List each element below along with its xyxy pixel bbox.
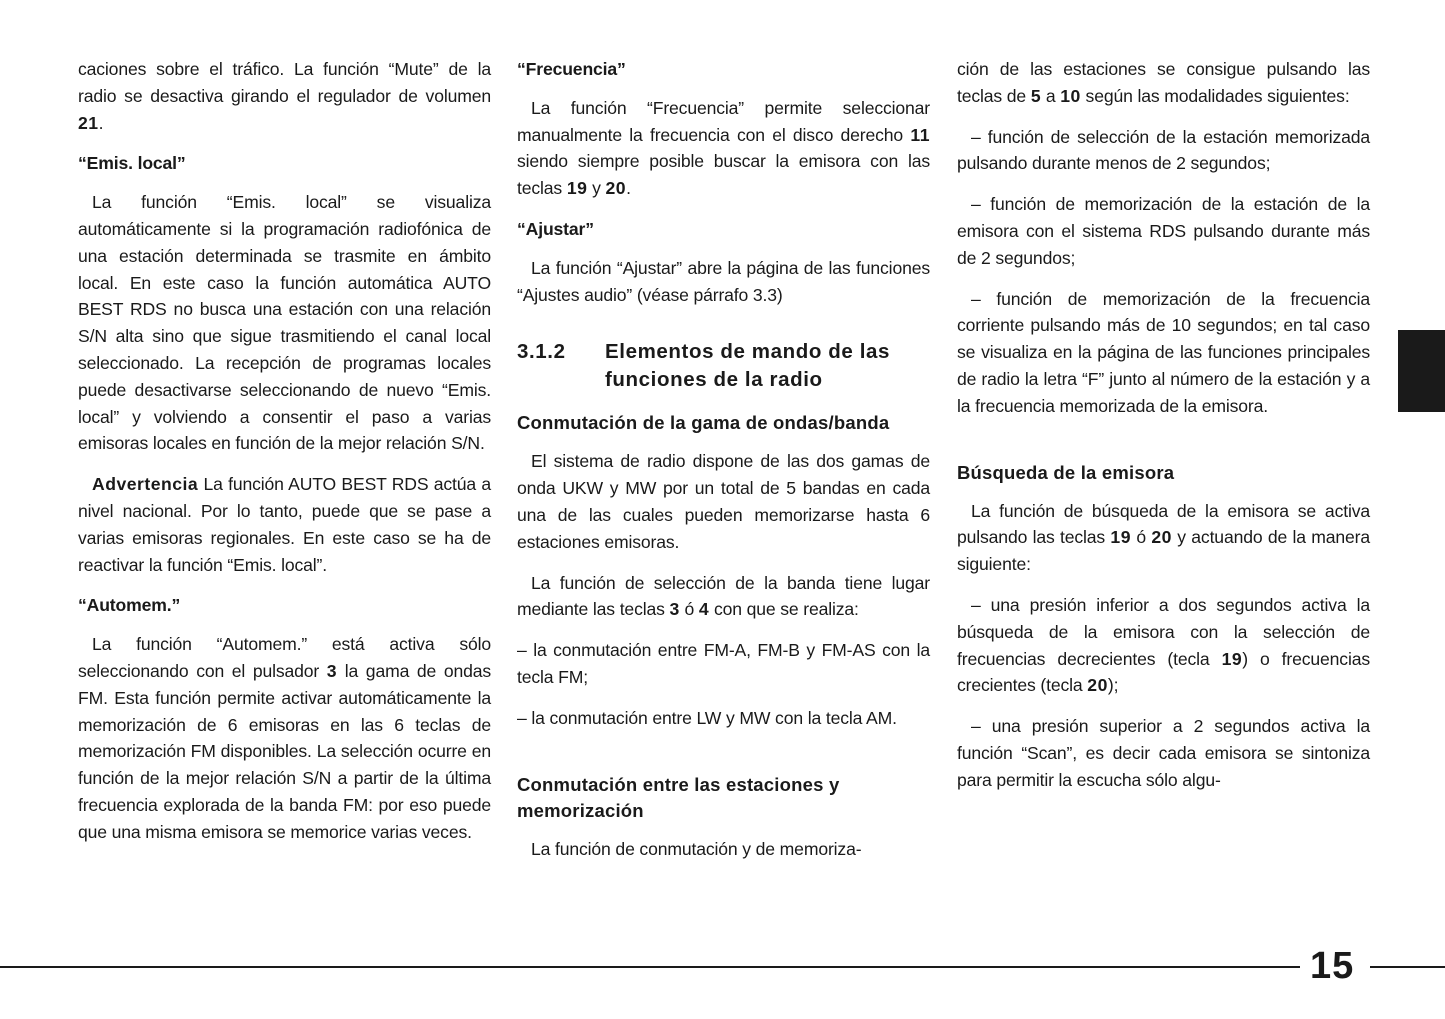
- paragraph-text: ción de las estaciones se consigue pulsando las teclas de: [957, 59, 1370, 106]
- paragraph-text: – función de selección de la estación memorizada pulsando durante menos de 2 segundos;: [957, 126, 1370, 174]
- bold-reference: 20: [1087, 675, 1108, 696]
- subsection-heading: Conmutación de la gama de ondas/banda: [517, 412, 890, 434]
- footer-rule-right: [1370, 966, 1445, 968]
- paragraph: [78, 631, 491, 845]
- section-number: 3.1.2: [517, 340, 566, 364]
- paragraph-text: – la conmutación entre FM-A, FM-B y FM-AS con la tecla FM;: [517, 640, 930, 687]
- bold-reference: 3: [326, 660, 338, 681]
- paragraph-text: ó: [679, 599, 699, 620]
- text-column-3: [957, 56, 1370, 808]
- function-heading: “Automem.”: [78, 595, 181, 616]
- paragraph-text: y actuando de la manera siguiente:: [957, 527, 1370, 575]
- bold-reference: 19: [566, 178, 588, 199]
- paragraph-text: La función “Ajustar” abre la página de las funciones “Ajustes audio” (véase párrafo 3.3): [517, 257, 930, 305]
- bold-reference: 3: [669, 599, 680, 620]
- bold-reference: Advertencia: [92, 474, 199, 495]
- paragraph-text: – función de memorización de la frecuencia corriente pulsando más de 10 segundos; en tal caso se visualiza en la página de las funciones principales de radio la letra “F” junto al número de la estación y a la frecuencia memorizada de la emisora.: [957, 288, 1370, 416]
- paragraph: [78, 471, 491, 578]
- section-title: Elementos de mando de las funciones de la radio: [605, 340, 890, 392]
- paragraph-text: – una presión superior a 2 segundos activa la función “Scan”, es decir cada emisora se sintoniza para permitir la escucha sólo algu-: [957, 716, 1370, 790]
- bold-reference: 5: [1030, 85, 1042, 106]
- paragraph-text: La función “Emis. local” se visualiza automáticamente si la programación radiofónica de una estación determinada se trasmite en ámbito local. En este caso la función automática AUTO BEST RDS no busca una estación con una relación S/N alta sino que sigue trasmitiendo el canal local seleccionado. La recepción de programas locales puede desactivarse seleccionando de nuevo “Emis. local” y volviendo a consentir el paso a varias emisoras locales en función de la mejor relación S/N.: [78, 192, 491, 454]
- bold-reference: 4: [698, 599, 710, 620]
- paragraph: [517, 448, 930, 555]
- paragraph: [517, 95, 930, 202]
- paragraph-text: El sistema de radio dispone de las dos gamas de onda UKW y MW por un total de 5 bandas en cada una de las cuales pueden memorizarse hasta 6 estaciones emisoras.: [517, 451, 930, 552]
- paragraph: [517, 637, 930, 691]
- paragraph: [517, 705, 930, 732]
- bold-reference: 11: [910, 124, 930, 145]
- paragraph-text: la gama de ondas FM. Esta función permite activar automáticamente la memorización de 6 emisoras en las 6 teclas de memorización FM disponibles. La selección ocurre en función de la mejor relación S/N a partir de la última frecuencia explorada de la banda FM: por eso puede que una misma emisora se memorice varias veces.: [78, 660, 492, 842]
- text-column-2: [517, 56, 930, 876]
- footer-rule-left: [0, 966, 1300, 968]
- paragraph: [957, 191, 1370, 271]
- paragraph-text: y: [587, 178, 606, 199]
- paragraph-text: La función de conmutación y de memoriza-: [531, 838, 862, 859]
- paragraph-text: siendo siempre posible buscar la emisora con las teclas: [517, 151, 930, 199]
- function-heading: “Ajustar”: [517, 218, 594, 239]
- paragraph: [957, 286, 1370, 420]
- paragraph: [957, 56, 1370, 110]
- paragraph-text: );: [1107, 675, 1119, 696]
- paragraph: [957, 124, 1370, 178]
- page-number: 15: [1310, 945, 1355, 987]
- paragraph: [517, 255, 930, 309]
- function-heading: “Emis. local”: [78, 153, 186, 174]
- section-heading: [517, 338, 930, 394]
- paragraph-text: La función de búsqueda de la emisora se activa pulsando las teclas: [957, 500, 1370, 548]
- paragraph-text: La función “Automem.” está activa sólo seleccionando con el pulsador: [78, 634, 491, 681]
- paragraph: [957, 592, 1370, 699]
- paragraph-text: según las modalidades siguientes:: [1080, 85, 1350, 106]
- function-heading: “Frecuencia”: [517, 59, 626, 79]
- paragraph: [517, 836, 930, 863]
- bold-reference: 20: [605, 178, 627, 199]
- bold-reference: 21: [78, 112, 99, 133]
- paragraph-text: – una presión inferior a dos segundos activa la búsqueda de la emisora con la selección de frecuencias decrecientes (tecla: [957, 594, 1370, 669]
- paragraph: [957, 498, 1370, 578]
- subsection-heading: Conmutación entre las estaciones y memorización: [517, 773, 840, 821]
- paragraph-text: – la conmutación entre LW y MW con la tecla AM.: [517, 707, 897, 728]
- paragraph-text: ) o frecuencias crecientes (tecla: [957, 648, 1370, 696]
- paragraph: [957, 713, 1370, 793]
- paragraph-text: – función de memorización de la estación de la emisora con el sistema RDS pulsando durante más de 2 segundos;: [957, 194, 1370, 268]
- chapter-thumb-tab: [1398, 330, 1445, 412]
- subsection-heading: Búsqueda de la emisora: [957, 461, 1175, 483]
- bold-reference: 10: [1060, 85, 1081, 106]
- paragraph: [78, 189, 491, 457]
- paragraph-text: con que se realiza:: [709, 599, 859, 620]
- bold-reference: 19: [1221, 648, 1243, 669]
- paragraph-text: a: [1041, 85, 1061, 106]
- bold-reference: 19: [1110, 527, 1131, 548]
- paragraph-text: La función “Frecuencia” permite seleccionar manualmente la frecuencia con el disco derecho: [517, 97, 930, 145]
- bold-reference: 20: [1151, 527, 1172, 548]
- paragraph-text: ó: [1130, 527, 1152, 548]
- paragraph: [517, 570, 930, 624]
- paragraph-text: caciones sobre el tráfico. La función “Mute” de la radio se desactiva girando el regulador de volumen: [78, 59, 491, 106]
- text-column-1: [78, 56, 491, 860]
- paragraph-text: La función de selección de la banda tiene lugar mediante las teclas: [517, 572, 930, 620]
- paragraph-text: La función AUTO BEST RDS actúa a nivel nacional. Por lo tanto, puede que se pase a varias emisoras regionales. En este caso se ha de reactivar la función “Emis. local”.: [78, 474, 491, 575]
- paragraph: [78, 56, 491, 136]
- paragraph-text: .: [626, 178, 631, 199]
- paragraph-text: .: [98, 112, 104, 133]
